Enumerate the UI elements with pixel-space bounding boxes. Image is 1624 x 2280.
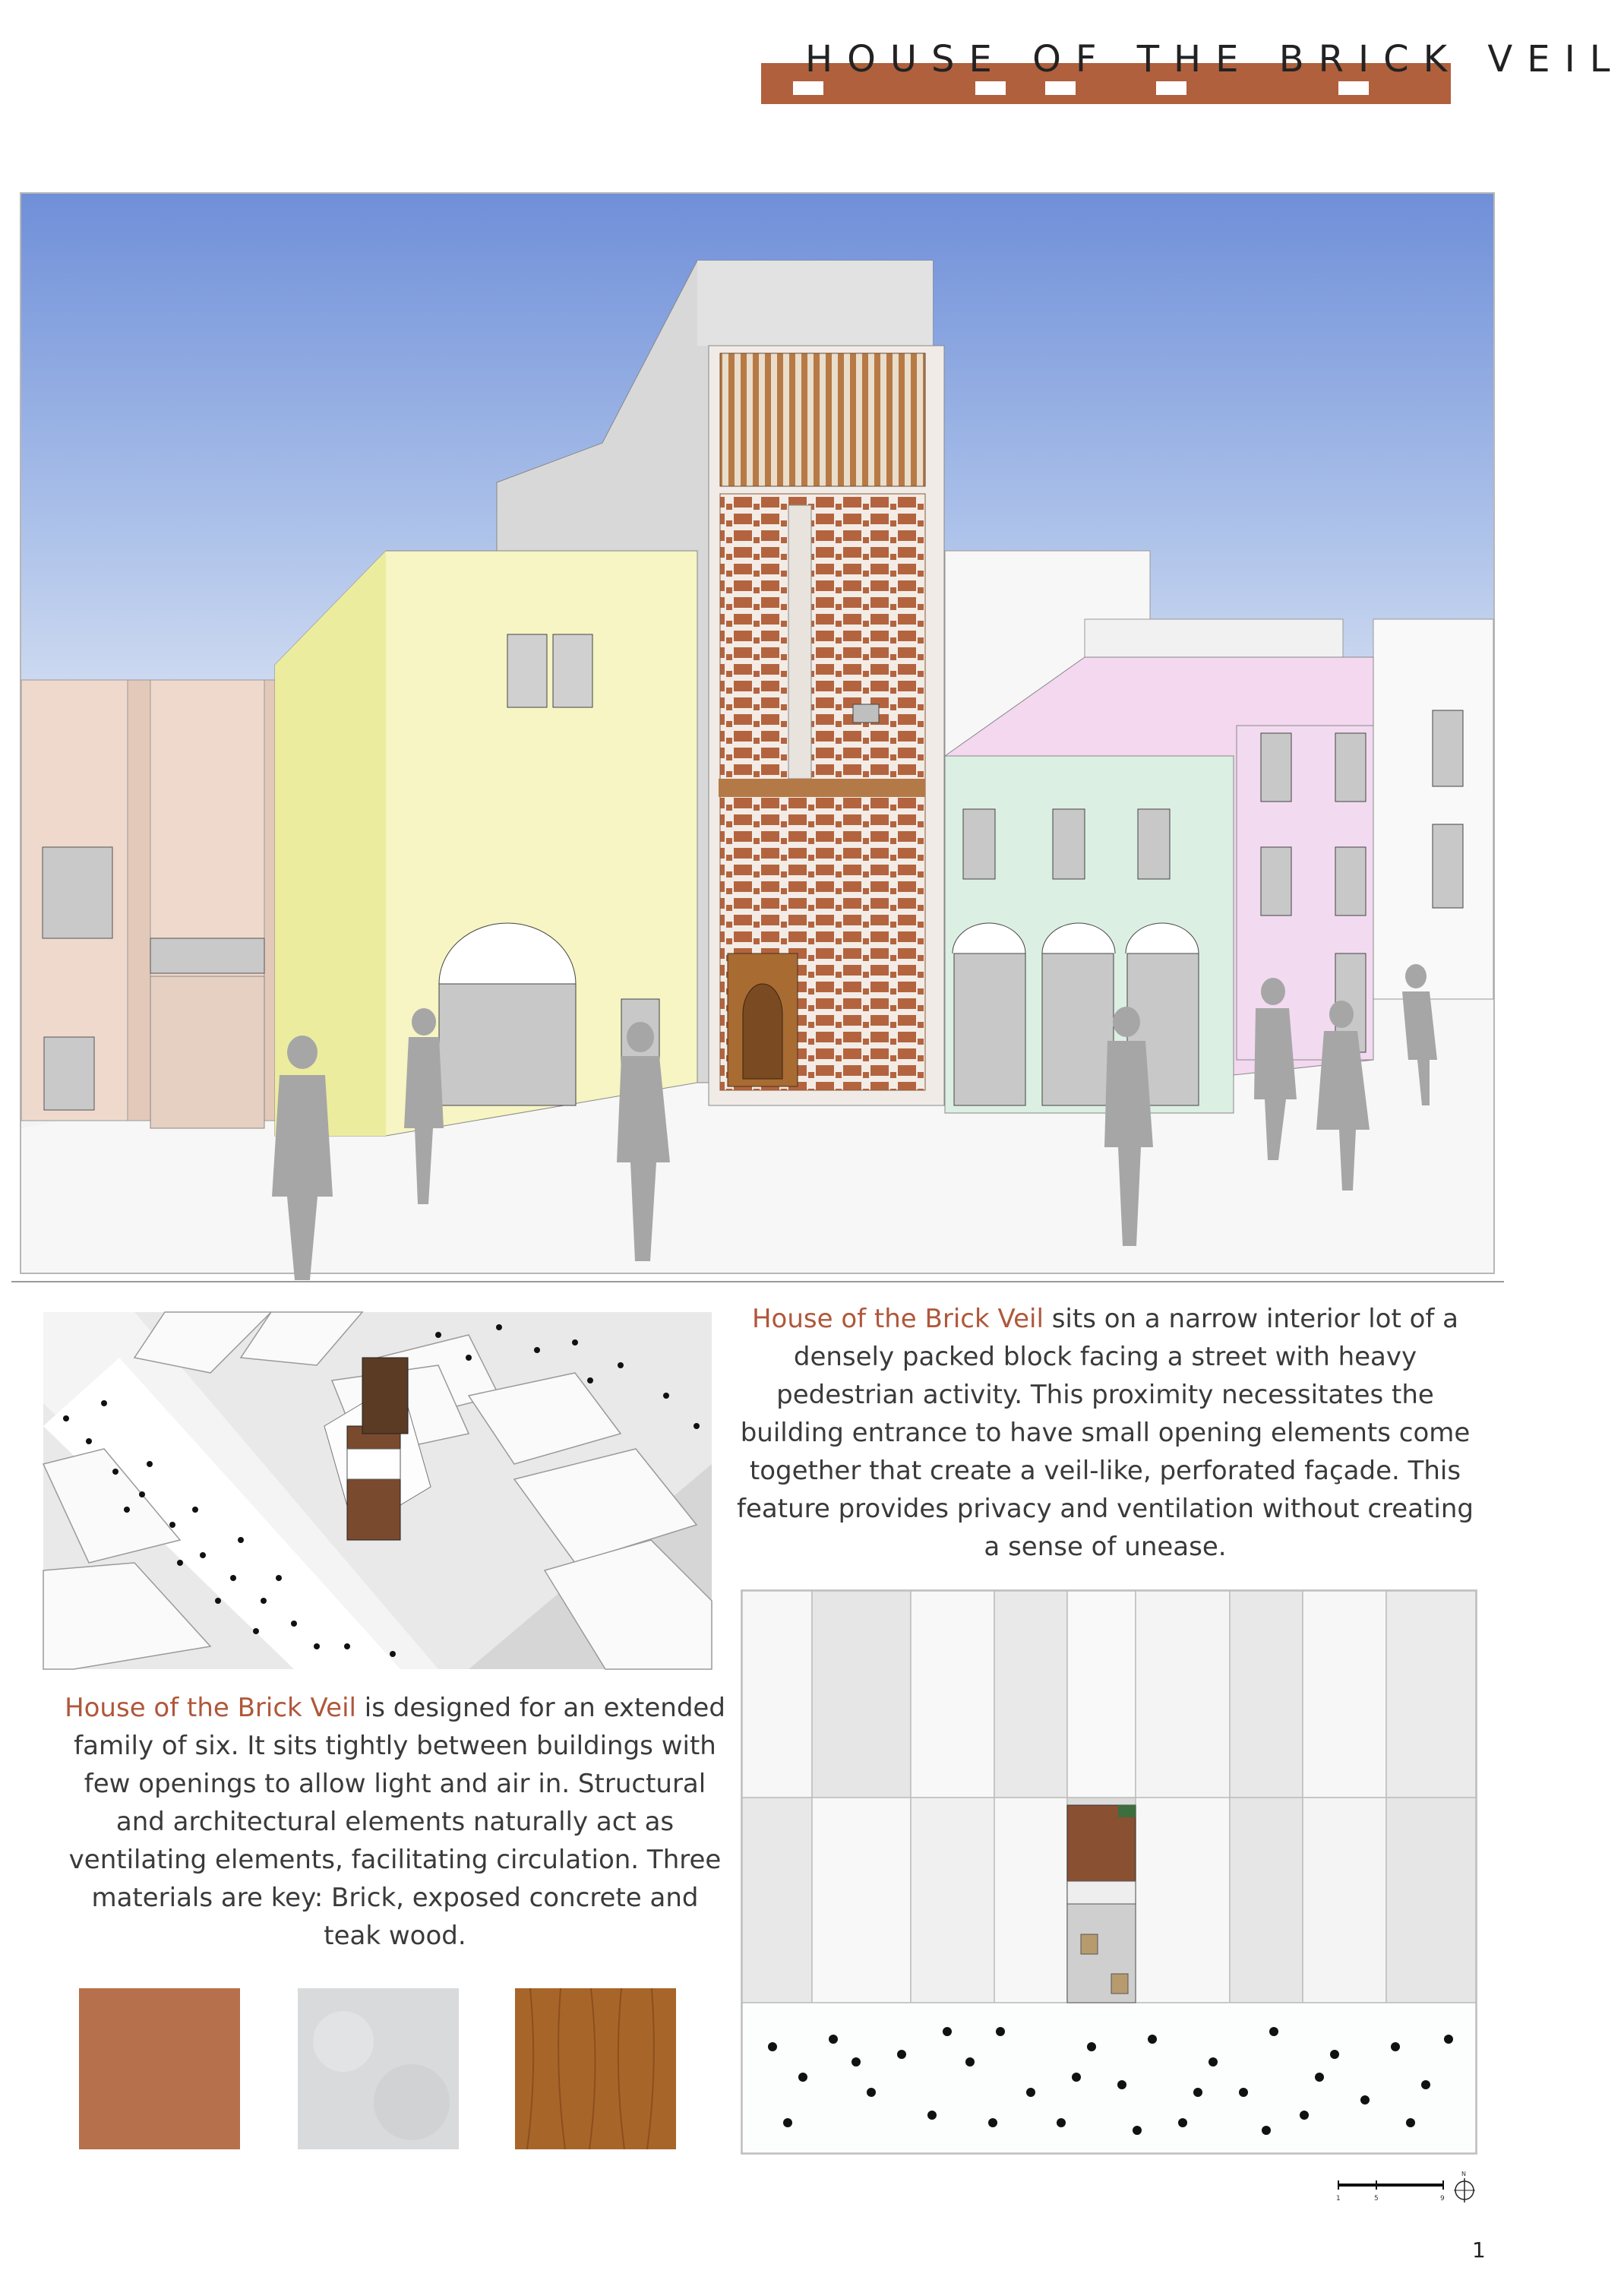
site-plan-svg: [742, 1591, 1476, 2153]
paragraph-body: sits on a narrow interior lot of a densely packed block facing a street with heavy pedestrian activity. This proximity necessitates the building entrance to have small opening elements come together that create a veil-like, perforated façade. This feature provides privacy and ventilation without creating a sense of unease.: [737, 1304, 1474, 1562]
aerial-view-render: [43, 1312, 712, 1669]
wood-grain: [515, 1988, 676, 2149]
page-number: 1: [1472, 2237, 1486, 2263]
band-notch: [1045, 81, 1076, 95]
concrete-texture: [298, 1988, 459, 2149]
teak-wood-swatch: [515, 1988, 676, 2149]
page-title: HOUSE OF THE BRICK VEIL: [805, 38, 1624, 81]
scale-tick-label: 1: [1336, 2195, 1341, 2203]
band-notch: [1338, 81, 1369, 95]
project-name-highlight: House of the Brick Veil: [751, 1304, 1044, 1334]
project-name-highlight: House of the Brick Veil: [65, 1693, 356, 1723]
band-notch: [975, 81, 1006, 95]
section-divider: [11, 1281, 1504, 1282]
scale-bar: [1334, 2174, 1448, 2205]
street-perspective-svg: [21, 194, 1493, 1273]
paragraph-body: is designed for an extended family of six. It sits tightly between buildings with few openings to allow light and air in. Structural and architectural elements naturally act as ventilating elements, facilitating circulation. Three materials are key: Brick, exposed concrete and teak wood.: [68, 1693, 725, 1951]
description-paragraph-site: [729, 1300, 1481, 1566]
street-perspective-render: [20, 192, 1495, 1274]
aerial-view-svg: [43, 1312, 712, 1669]
site-plan: [741, 1589, 1477, 2155]
north-label: N: [1461, 2171, 1466, 2177]
concrete-swatch: [298, 1988, 459, 2149]
description-paragraph-design: [61, 1689, 729, 1955]
band-notch: [793, 81, 823, 95]
band-notch: [1156, 81, 1186, 95]
brick-swatch: [79, 1988, 240, 2149]
scale-tick-label: 9: [1440, 2195, 1445, 2203]
north-arrow-icon: [1449, 2169, 1480, 2206]
scale-tick-label: 5: [1374, 2195, 1379, 2203]
